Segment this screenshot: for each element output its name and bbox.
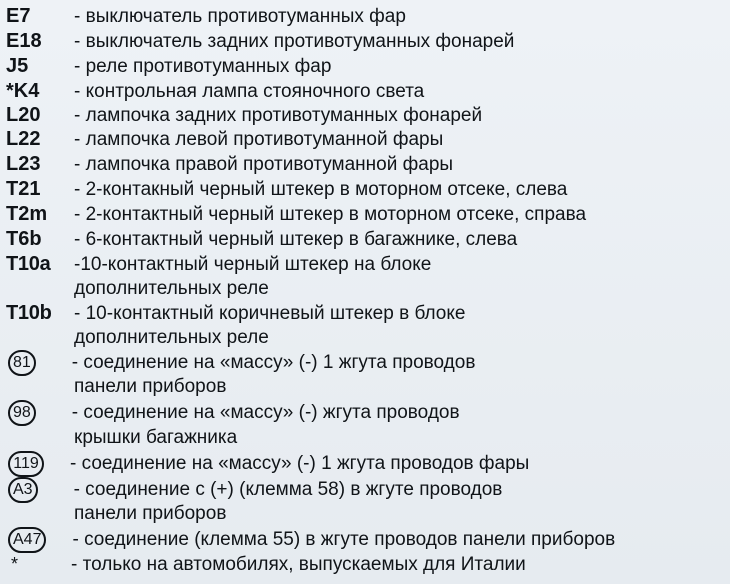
component-description: - контрольная лампа стояночного света <box>74 81 425 102</box>
legend-row-e7 <box>6 4 726 29</box>
connection-point-marker: A47 <box>8 527 46 553</box>
connection-point-description: - соединение (клемма 55) в жгуте проводов панели приборов <box>72 529 616 550</box>
ground-point-description: - соединение на «массу» (-) 1 жгута проводов <box>71 352 476 373</box>
connection-point-description: - соединение с (+) (клемма 58) в жгуте проводов <box>73 479 503 500</box>
ground-point-description-continued: панели приборов <box>74 376 227 397</box>
component-code: L22 <box>6 128 41 150</box>
footnote-row-italy <box>6 552 726 577</box>
component-code: T10b <box>6 302 52 324</box>
component-description: - реле противотуманных фар <box>74 56 332 77</box>
component-code: L23 <box>6 153 41 175</box>
legend-row-t6b <box>6 227 726 252</box>
legend-row-l22 <box>6 127 726 152</box>
component-code: T21 <box>6 178 41 200</box>
legend-row-k4 <box>6 79 726 104</box>
component-description-continued: дополнительных реле <box>74 327 269 348</box>
legend-row-j5 <box>6 54 726 79</box>
ground-point-marker: 98 <box>8 400 36 426</box>
component-description: - 6-контактный черный штекер в багажнике, слева <box>74 229 518 250</box>
legend-row-e18 <box>6 29 726 54</box>
component-description: - лампочка правой противотуманной фары <box>74 154 454 175</box>
component-code: T10a <box>6 253 51 275</box>
legend-row-t10b <box>6 301 726 326</box>
connection-point-description-continued: панели приборов <box>74 503 227 524</box>
component-code: *K4 <box>6 80 40 102</box>
connection-point-marker: A3 <box>8 477 38 503</box>
footnote-description: - только на автомобилях, выпускаемых для Италии <box>71 554 526 575</box>
component-code: L20 <box>6 104 41 126</box>
component-description: -10-контактный черный штекер на блоке <box>74 254 432 275</box>
connection-point-row-a3 <box>6 477 726 502</box>
ground-point-description-continued: крышки багажника <box>74 427 238 448</box>
ground-point-row-98 <box>6 400 726 425</box>
component-description: - лампочка задних противотуманных фонарей <box>74 105 483 126</box>
component-code: E18 <box>6 30 42 52</box>
footnote-asterisk: * <box>11 553 19 574</box>
component-code: T6b <box>6 228 42 250</box>
connection-point-row-a47 <box>6 527 726 552</box>
legend-row-t21 <box>6 177 726 202</box>
ground-point-row-119 <box>6 451 726 476</box>
component-description-continued: дополнительных реле <box>74 278 269 299</box>
component-description: - выключатель противотуманных фар <box>74 6 406 27</box>
component-description: - 2-контакный черный штекер в моторном отсеке, слева <box>74 179 568 200</box>
component-code: J5 <box>6 55 29 77</box>
component-code: E7 <box>6 5 31 27</box>
ground-point-marker: 81 <box>8 350 36 376</box>
ground-point-description: - соединение на «массу» (-) жгута проводов <box>71 402 460 423</box>
component-description: - лампочка левой противотуманной фары <box>74 129 444 150</box>
ground-point-marker: 119 <box>8 451 44 477</box>
ground-point-description: - соединение на «массу» (-) 1 жгута проводов фары <box>70 453 530 474</box>
legend-row-l23 <box>6 152 726 177</box>
component-description: - 10-контактный коричневый штекер в блоке <box>74 303 466 324</box>
component-description: - 2-контактный черный штекер в моторном отсеке, справа <box>74 204 587 225</box>
component-description: - выключатель задних противотуманных фонарей <box>74 31 515 52</box>
component-code: T2m <box>6 203 48 225</box>
legend-row-t10a <box>6 252 726 277</box>
ground-point-row-81 <box>6 350 726 375</box>
legend-row-l20 <box>6 103 726 128</box>
legend-row-t2m <box>6 202 726 227</box>
